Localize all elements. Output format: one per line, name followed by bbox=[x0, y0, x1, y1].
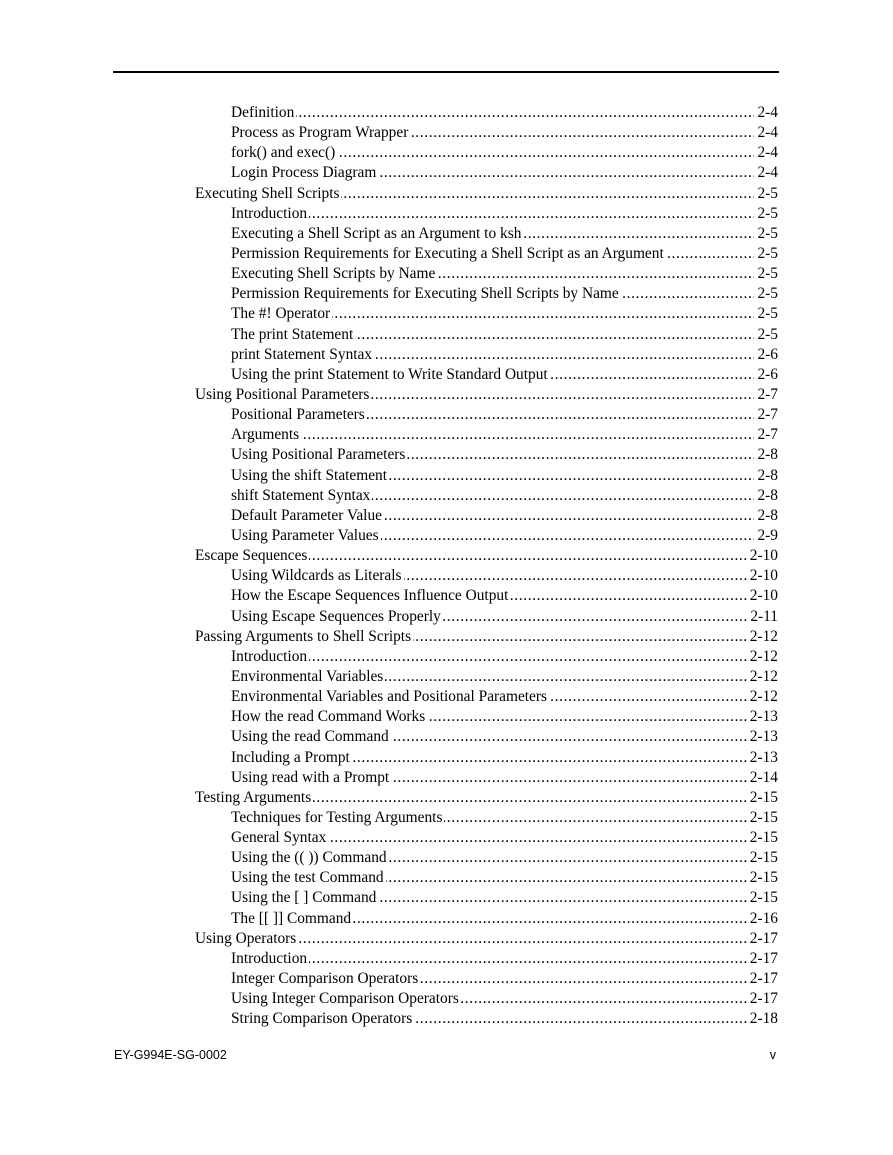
toc-entry-title: Positional Parameters bbox=[231, 406, 365, 424]
toc-entry-title: The #! Operator bbox=[231, 305, 331, 323]
toc-subsection-entry[interactable] bbox=[231, 445, 778, 465]
toc-subsection-entry[interactable] bbox=[231, 163, 778, 183]
toc-subsection-entry[interactable] bbox=[231, 123, 778, 143]
toc-entry-page: 2-7 bbox=[754, 385, 778, 405]
toc-subsection-entry[interactable] bbox=[231, 647, 778, 667]
toc-entry-page: 2-12 bbox=[747, 627, 778, 647]
footer-page-number: v bbox=[769, 1048, 776, 1062]
toc-subsection-entry[interactable] bbox=[231, 103, 778, 123]
toc-entry-page: 2-9 bbox=[754, 526, 778, 546]
toc-entry-title: String Comparison Operators bbox=[231, 1010, 413, 1028]
toc-entry-page: 2-10 bbox=[747, 566, 778, 586]
toc-section-entry[interactable] bbox=[195, 184, 778, 204]
toc-entry-title: Using Wildcards as Literals bbox=[231, 567, 402, 585]
toc-entry-title: fork() and exec() bbox=[231, 144, 336, 162]
toc-entry-title: Executing Shell Scripts by Name bbox=[231, 265, 436, 283]
toc-entry-page: 2-15 bbox=[747, 888, 778, 908]
toc-entry-title: Using the shift Statement bbox=[231, 466, 388, 484]
toc-entry-page: 2-5 bbox=[754, 284, 778, 304]
toc-subsection-entry[interactable] bbox=[231, 264, 778, 284]
toc-subsection-entry[interactable] bbox=[231, 848, 778, 868]
toc-entry-title: Using Operators bbox=[195, 929, 297, 947]
toc-entry-page: 2-5 bbox=[754, 204, 778, 224]
toc-entry-title: Using the print Statement to Write Standard Output bbox=[231, 365, 548, 383]
toc-subsection-entry[interactable] bbox=[231, 828, 778, 848]
toc-entry-title: Techniques for Testing Arguments bbox=[231, 808, 443, 826]
toc-section-entry[interactable] bbox=[195, 385, 778, 405]
toc-subsection-entry[interactable] bbox=[231, 284, 778, 304]
toc-entry-title: Using the (( )) Command bbox=[231, 849, 387, 867]
toc-entry-page: 2-8 bbox=[754, 506, 778, 526]
toc-section-entry[interactable] bbox=[195, 627, 778, 647]
toc-entry-page: 2-6 bbox=[754, 345, 778, 365]
toc-entry-title: Using Escape Sequences Properly bbox=[231, 607, 441, 625]
toc-entry-title: Permission Requirements for Executing Shell Scripts by Name bbox=[231, 285, 619, 303]
toc-entry-title: shift Statement Syntax bbox=[231, 486, 371, 504]
toc-entry-title: Permission Requirements for Executing a Shell Script as an Argument bbox=[231, 244, 664, 262]
toc-subsection-entry[interactable] bbox=[231, 506, 778, 526]
toc-entry-title: Testing Arguments bbox=[195, 788, 312, 806]
toc-section-entry[interactable] bbox=[195, 546, 778, 566]
toc-entry-title: The [[ ]] Command bbox=[231, 909, 352, 927]
toc-entry-page: 2-15 bbox=[747, 808, 778, 828]
toc-entry-page: 2-15 bbox=[747, 788, 778, 808]
toc-entry-title: print Statement Syntax bbox=[231, 345, 373, 363]
toc-entry-title: Using Integer Comparison Operators bbox=[231, 990, 459, 1008]
toc-subsection-entry[interactable] bbox=[231, 486, 778, 506]
toc-subsection-entry[interactable] bbox=[231, 325, 778, 345]
toc-subsection-entry[interactable] bbox=[231, 224, 778, 244]
toc-entry-page: 2-5 bbox=[754, 244, 778, 264]
toc-entry-title: Definition bbox=[231, 104, 295, 121]
toc-entry-page: 2-11 bbox=[747, 607, 778, 627]
toc-entry-title: How the read Command Works bbox=[231, 708, 426, 726]
toc-entry-page: 2-8 bbox=[754, 466, 778, 486]
toc-entry-page: 2-8 bbox=[754, 486, 778, 506]
toc-entry-page: 2-5 bbox=[754, 184, 778, 204]
toc-entry-page: 2-14 bbox=[747, 768, 778, 788]
toc-entry-page: 2-12 bbox=[747, 687, 778, 707]
toc-subsection-entry[interactable] bbox=[231, 969, 778, 989]
toc-subsection-entry[interactable] bbox=[231, 748, 778, 768]
toc-subsection-entry[interactable] bbox=[231, 989, 778, 1009]
toc-entry-page: 2-13 bbox=[747, 707, 778, 727]
toc-subsection-entry[interactable] bbox=[231, 607, 778, 627]
toc-entry-title: General Syntax bbox=[231, 829, 327, 847]
toc-subsection-entry[interactable] bbox=[231, 909, 778, 929]
toc-entry-title: The print Statement bbox=[231, 325, 354, 343]
toc-subsection-entry[interactable] bbox=[231, 304, 778, 324]
toc-entry-title: Introduction bbox=[231, 204, 308, 222]
toc-entry-title: Using Parameter Values bbox=[231, 526, 379, 544]
toc-entry-page: 2-17 bbox=[747, 969, 778, 989]
toc-entry-title: Introduction bbox=[231, 647, 308, 665]
toc-entry-page: 2-4 bbox=[754, 143, 778, 163]
toc-entry-page: 2-4 bbox=[754, 103, 778, 123]
toc-entry-title: Using the test Command bbox=[231, 869, 384, 887]
table-of-contents bbox=[0, 103, 893, 1029]
toc-entry-page: 2-5 bbox=[754, 264, 778, 284]
toc-section-entry[interactable] bbox=[195, 788, 778, 808]
toc-entry-page: 2-10 bbox=[747, 546, 778, 566]
toc-subsection-entry[interactable] bbox=[231, 365, 778, 385]
toc-entry-title: How the Escape Sequences Influence Output bbox=[231, 587, 509, 605]
toc-entry-page: 2-7 bbox=[754, 405, 778, 425]
toc-subsection-entry[interactable] bbox=[231, 687, 778, 707]
toc-entry-page: 2-4 bbox=[754, 163, 778, 183]
toc-subsection-entry[interactable] bbox=[231, 949, 778, 969]
toc-subsection-entry[interactable] bbox=[231, 405, 778, 425]
toc-entry-page: 2-12 bbox=[747, 667, 778, 687]
toc-subsection-entry[interactable] bbox=[231, 526, 778, 546]
toc-entry-title: Including a Prompt bbox=[231, 748, 350, 766]
toc-entry-page: 2-15 bbox=[747, 868, 778, 888]
toc-entry-page: 2-6 bbox=[754, 365, 778, 385]
toc-entry-title: Using the read Command bbox=[231, 728, 389, 746]
toc-entry-page: 2-7 bbox=[754, 425, 778, 445]
toc-entry-page: 2-17 bbox=[747, 929, 778, 949]
toc-subsection-entry[interactable] bbox=[231, 888, 778, 908]
toc-subsection-entry[interactable] bbox=[231, 345, 778, 365]
toc-entry-page: 2-15 bbox=[747, 828, 778, 848]
toc-entry-page: 2-5 bbox=[754, 304, 778, 324]
toc-entry-title: Login Process Diagram bbox=[231, 164, 377, 182]
toc-entry-page: 2-16 bbox=[747, 909, 778, 929]
toc-entry-title: Introduction bbox=[231, 949, 308, 967]
toc-entry-title: Using the [ ] Command bbox=[231, 889, 377, 907]
toc-subsection-entry[interactable] bbox=[231, 244, 778, 264]
toc-entry-page: 2-5 bbox=[754, 325, 778, 345]
toc-entry-title: Arguments bbox=[231, 426, 300, 444]
toc-subsection-entry[interactable] bbox=[231, 566, 778, 586]
toc-subsection-entry[interactable] bbox=[231, 586, 778, 606]
toc-subsection-entry[interactable] bbox=[231, 143, 778, 163]
toc-subsection-entry[interactable] bbox=[231, 1009, 778, 1029]
toc-entry-page: 2-17 bbox=[747, 989, 778, 1009]
toc-subsection-entry[interactable] bbox=[231, 707, 778, 727]
toc-subsection-entry[interactable] bbox=[231, 868, 778, 888]
toc-entry-page: 2-8 bbox=[754, 445, 778, 465]
header-rule bbox=[113, 71, 779, 73]
toc-subsection-entry[interactable] bbox=[231, 667, 778, 687]
footer-document-id: EY-G994E-SG-0002 bbox=[114, 1048, 227, 1062]
toc-entry-page: 2-18 bbox=[747, 1009, 778, 1029]
toc-entry-title: Escape Sequences bbox=[195, 547, 308, 565]
toc-entry-page: 2-13 bbox=[747, 727, 778, 747]
toc-subsection-entry[interactable] bbox=[231, 425, 778, 445]
toc-entry-page: 2-15 bbox=[747, 848, 778, 868]
toc-subsection-entry[interactable] bbox=[231, 204, 778, 224]
toc-entry-title: Using read with a Prompt bbox=[231, 768, 390, 786]
toc-entry-title: Default Parameter Value bbox=[231, 506, 382, 524]
toc-entry-page: 2-10 bbox=[747, 586, 778, 606]
toc-subsection-entry[interactable] bbox=[231, 466, 778, 486]
toc-entry-page: 2-4 bbox=[754, 123, 778, 143]
toc-entry-page: 2-13 bbox=[747, 748, 778, 768]
toc-section-entry[interactable] bbox=[195, 929, 778, 949]
toc-entry-title: Executing Shell Scripts bbox=[195, 184, 340, 202]
toc-entry-page: 2-17 bbox=[747, 949, 778, 969]
toc-entry-title: Integer Comparison Operators bbox=[231, 970, 419, 988]
toc-entry-title: Executing a Shell Script as an Argument to ksh bbox=[231, 224, 522, 242]
toc-subsection-entry[interactable] bbox=[231, 727, 778, 747]
toc-entry-title: Passing Arguments to Shell Scripts bbox=[195, 627, 412, 645]
toc-entry-page: 2-12 bbox=[747, 647, 778, 667]
toc-entry-title: Environmental Variables and Positional Parameters bbox=[231, 688, 548, 706]
toc-subsection-entry[interactable] bbox=[231, 768, 778, 788]
toc-entry-title: Using Positional Parameters bbox=[195, 385, 370, 403]
toc-entry-page: 2-5 bbox=[754, 224, 778, 244]
toc-entry-title: Using Positional Parameters bbox=[231, 446, 406, 464]
toc-subsection-entry[interactable] bbox=[231, 808, 778, 828]
toc-entry-title: Environmental Variables bbox=[231, 667, 384, 685]
toc-entry-title: Process as Program Wrapper bbox=[231, 124, 409, 142]
